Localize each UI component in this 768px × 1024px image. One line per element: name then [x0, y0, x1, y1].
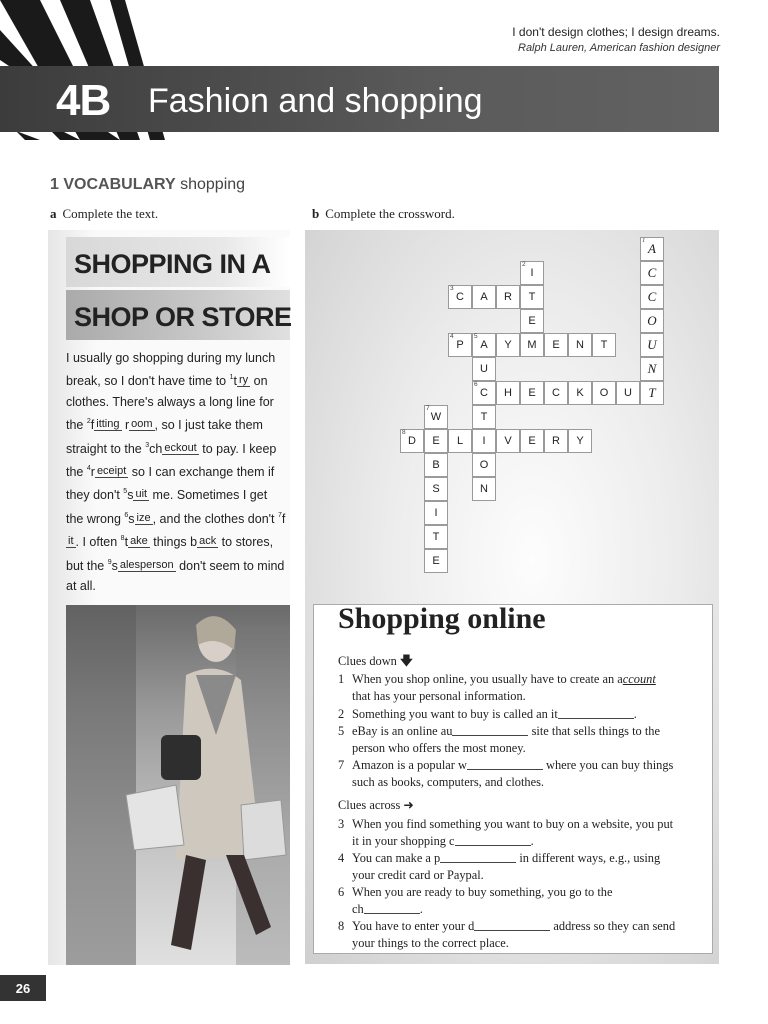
crossword-cell[interactable]: T [424, 525, 448, 549]
crossword-cell[interactable]: E [520, 309, 544, 333]
blank[interactable] [455, 834, 531, 846]
clue-across-8: 8 You have to enter your d address so they can send your things to the correct place. [338, 919, 676, 950]
crossword-cell[interactable]: Y [568, 429, 592, 453]
crossword-cell[interactable]: U [616, 381, 640, 405]
crossword-panel [305, 230, 719, 964]
crossword-cell[interactable]: O [472, 453, 496, 477]
blank[interactable] [474, 919, 550, 931]
answer-2b[interactable]: oom [131, 418, 153, 431]
crossword-cell[interactable]: I [424, 501, 448, 525]
quote-author: Ralph Lauren, American fashion designer [518, 42, 720, 54]
crossword-cell[interactable]: V [496, 429, 520, 453]
crossword-cell[interactable]: C [640, 261, 664, 285]
article-heading-line1: SHOPPING IN A [66, 237, 290, 287]
clue-down-5: 5 eBay is an online au site that sells things to the person who offers the most money. [338, 724, 660, 755]
clue-down-7: 7 Amazon is a popular w where you can buy things such as books, computers, and clothes. [338, 758, 674, 789]
crossword-cell[interactable]: R [496, 285, 520, 309]
section-topic: shopping [180, 176, 246, 193]
epigraph [512, 24, 720, 56]
section-number: 1 [50, 176, 59, 193]
answer-8b[interactable]: ack [199, 535, 217, 548]
unit-title: Fashion and shopping [148, 82, 483, 120]
article-heading-line2: SHOP OR STORE [66, 290, 290, 340]
crossword-cell[interactable]: M [520, 333, 544, 357]
arrow-right-icon: ➜ [403, 797, 414, 812]
crossword-cell[interactable]: B [424, 453, 448, 477]
crossword-grid [305, 230, 719, 605]
crossword-cell[interactable]: N [472, 477, 496, 501]
blank[interactable] [440, 851, 516, 863]
crossword-cell[interactable]: 5 A [472, 333, 496, 357]
crossword-cell[interactable]: I [472, 429, 496, 453]
crossword-cell[interactable]: N [568, 333, 592, 357]
blank[interactable] [364, 902, 420, 914]
answer-2a[interactable]: itting [96, 418, 120, 431]
crossword-cell[interactable]: C [544, 381, 568, 405]
crossword-cell[interactable]: O [592, 381, 616, 405]
clue-across-3: 3 When you find something you want to buy on a website, you put it in your shopping c . [338, 817, 674, 848]
shopping-woman-photo [66, 605, 290, 965]
crossword-cell[interactable]: E [424, 549, 448, 573]
clue-across-4: 4 You can make a p in different ways, e.g., using your credit card or Paypal. [338, 851, 661, 882]
crossword-cell[interactable]: T [472, 405, 496, 429]
clue-down-1: 1 When you shop online, you usually have to create an account that has your personal information. [338, 672, 656, 703]
crossword-cell[interactable]: L [448, 429, 472, 453]
answer-7[interactable]: it [68, 535, 74, 548]
page-number: 26 [0, 975, 46, 1001]
article-text: I usually go shopping during my lunch break, so I don't have time to $^1$t ry on clothes. There's always a long line for the $^2$f itting r oom , so I just take them straight to the $^3$ch eckout to pay. I keep the $^4$r eceipt so I can exchange them if they don't $^5$s uit me. Sometimes I get the wrong $^6$s ize , and the clothes don't $^7$fit . I often $^8$t ake things b ack to stores, but the $^9$s alesperson don't seem to mind at all. [66, 351, 286, 594]
crossword-cell[interactable]: U [472, 357, 496, 381]
blank[interactable] [558, 707, 634, 719]
crossword-cell[interactable]: C [640, 285, 664, 309]
crossword-cell[interactable]: H [496, 381, 520, 405]
unit-number: 4B [56, 76, 111, 125]
crossword-cell[interactable]: 1 A [640, 237, 664, 261]
answer-4[interactable]: eceipt [96, 465, 127, 478]
clue-down-2: 2 Something you want to buy is called an it . [338, 707, 637, 721]
crossword-cell[interactable]: T [520, 285, 544, 309]
crossword-cell[interactable]: N [640, 357, 664, 381]
crossword-cell[interactable]: T [640, 381, 664, 405]
crossword-cell[interactable]: 8 D [400, 429, 424, 453]
crossword-cell[interactable]: T [592, 333, 616, 357]
answer-6[interactable]: ize [136, 511, 151, 524]
crossword-cell[interactable]: 4 P [448, 333, 472, 357]
answer-3[interactable]: eckout [164, 441, 197, 454]
crossword-cell[interactable]: S [424, 477, 448, 501]
crossword-cell[interactable]: E [544, 333, 568, 357]
crossword-cell[interactable]: 6 C [472, 381, 496, 405]
clues-box [313, 604, 713, 954]
section-name: VOCABULARY [63, 176, 176, 193]
clues-title: Shopping online [338, 602, 546, 635]
answer-9[interactable]: alesperson [119, 558, 174, 571]
answer-5[interactable]: uit [135, 488, 148, 501]
crossword-cell[interactable]: R [544, 429, 568, 453]
crossword-cell[interactable]: E [520, 429, 544, 453]
crossword-cell[interactable]: O [640, 309, 664, 333]
blank[interactable] [467, 758, 543, 770]
crossword-cell[interactable]: Y [496, 333, 520, 357]
quote-text: I don't design clothes; I design dreams. [512, 25, 720, 39]
crossword-cell[interactable]: E [520, 381, 544, 405]
answer-8a[interactable]: ake [130, 535, 148, 548]
crossword-cell[interactable]: 2 I [520, 261, 544, 285]
answer-1[interactable]: ry [238, 374, 249, 387]
part-b-label: b Complete the crossword. [312, 206, 455, 221]
blank[interactable] [452, 724, 528, 736]
crossword-cell[interactable]: A [472, 285, 496, 309]
clues-down-heading: Clues down 🡇 [338, 653, 413, 668]
crossword-cell[interactable]: 3 C [448, 285, 472, 309]
part-a-label: a Complete the text. [50, 206, 159, 221]
crossword-cell[interactable]: U [640, 333, 664, 357]
crossword-cell[interactable]: 7 W [424, 405, 448, 429]
article-panel [48, 230, 290, 965]
clues-across-heading: Clues across ➜ [338, 797, 414, 812]
crossword-cell[interactable]: E [424, 429, 448, 453]
crossword-cell[interactable]: K [568, 381, 592, 405]
clue-across-6: 6 When you are ready to buy something, you go to the ch . [338, 885, 613, 916]
section-heading [50, 176, 245, 194]
arrow-down-icon: 🡇 [399, 653, 413, 668]
